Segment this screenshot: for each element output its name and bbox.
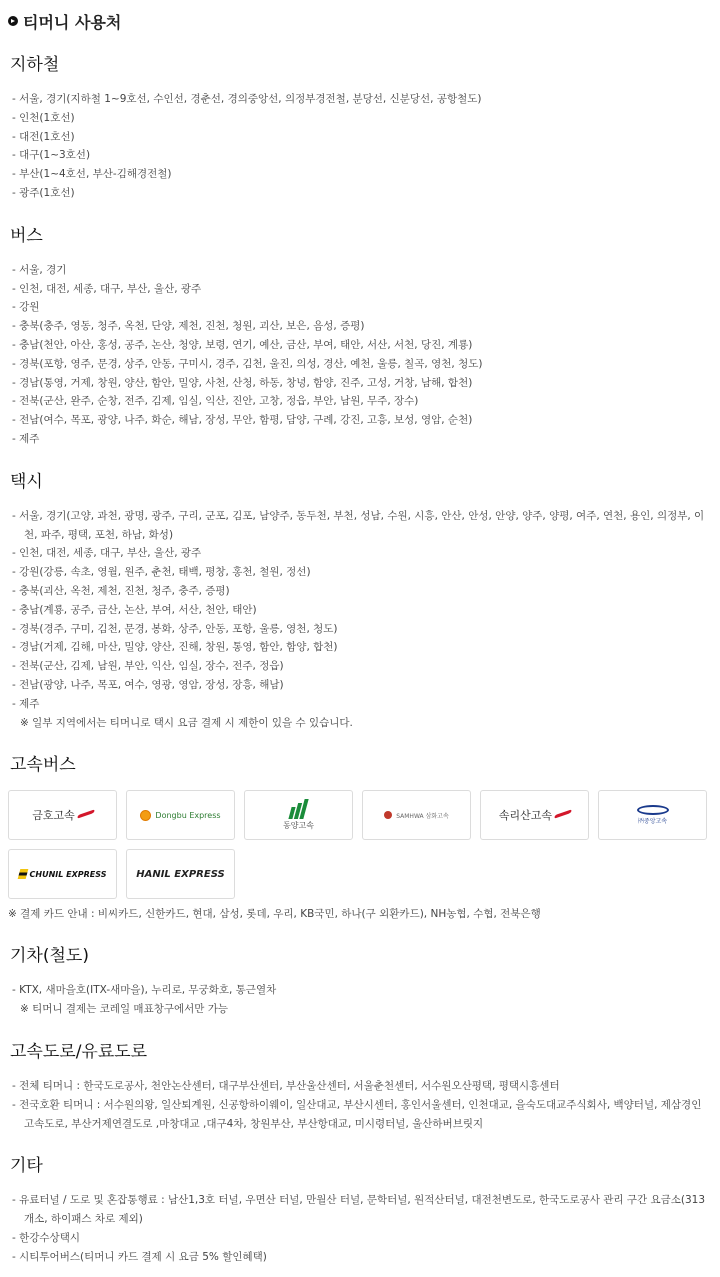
list-item: - 인천(1호선) <box>12 111 75 124</box>
taxi-note: ※ 일부 지역에서는 티머니로 택시 요금 결제 시 제한이 있을 수 있습니다. <box>20 716 353 729</box>
bus-list <box>8 261 710 449</box>
express-bus-heading: 고속버스 <box>10 755 76 776</box>
train-section <box>8 945 710 1019</box>
list-item: - 충남(천안, 아산, 홍성, 공주, 논산, 청양, 보령, 연기, 예산, 금산, 부여, 태안, 서산, 서천, 당진, 계룡) <box>12 338 473 351</box>
list-item: - 전북(군산, 완주, 순창, 전주, 김제, 임실, 익산, 진안, 고창, 정읍, 부안, 남원, 무주, 장수) <box>12 395 419 408</box>
logo-text: SAMHWA 삼화고속 <box>396 812 449 820</box>
logo-chunil[interactable] <box>8 849 117 899</box>
logo-text: Dongbu Express <box>155 810 221 820</box>
train-list <box>8 981 710 1000</box>
logo-samhwa[interactable] <box>362 790 471 840</box>
logo-hanil[interactable] <box>126 849 235 899</box>
list-item: - 충북(충주, 영동, 청주, 옥천, 단양, 제천, 진천, 청원, 괴산, 보은, 음성, 증평) <box>12 320 365 333</box>
list-item: - 강원 <box>12 301 40 314</box>
list-item: - 전남(광양, 나주, 목포, 여수, 영광, 영암, 장성, 장흥, 해남) <box>12 678 284 691</box>
bus-heading: 버스 <box>10 225 43 246</box>
list-item: - 시티투어버스(티머니 카드 결제 시 요금 5% 할인혜택) <box>12 1250 267 1263</box>
emblem-icon <box>637 805 669 815</box>
logo-text: 금호고속 <box>32 809 75 823</box>
list-item: - 부산(1~4호선, 부산-김해경전철) <box>12 168 172 181</box>
bars-icon <box>290 799 306 819</box>
list-item: - 제주 <box>12 432 40 445</box>
list-item: - 충북(괴산, 옥천, 제천, 진천, 청주, 충주, 증평) <box>12 584 230 597</box>
list-item: - 전체 티머니 : 한국도로공사, 천안논산센터, 대구부산센터, 부산울산센터, 서울춘천센터, 서수원오산평택, 평택시흥센터 <box>12 1079 560 1092</box>
express-bus-note: ※ 결제 카드 안내 : 비씨카드, 신한카드, 현대, 삼성, 롯데, 우리, KB국민, 하나(구 외환카드), NH농협, 수협, 전북은행 <box>8 908 541 921</box>
list-item: - 전북(군산, 김제, 남원, 부안, 익산, 임실, 장수, 전주, 정읍) <box>12 660 284 673</box>
logo-dongbu[interactable] <box>126 790 235 840</box>
subway-list <box>8 90 710 203</box>
express-bus-section <box>8 754 710 923</box>
stripe-icon <box>17 869 28 879</box>
list-item: - 서울, 경기(지하철 1~9호선, 수인선, 경춘선, 경의중앙선, 의정부경전철, 분당선, 신분당선, 공항철도) <box>12 93 482 105</box>
logo-text: 동양고속 <box>283 821 314 831</box>
bus-section <box>8 225 710 449</box>
list-item: - 충남(계룡, 공주, 금산, 논산, 부여, 서산, 천안, 태안) <box>12 603 257 616</box>
subway-heading: 지하철 <box>10 55 60 75</box>
list-item: - 광주(1호선) <box>12 186 75 199</box>
taxi-heading: 택시 <box>10 471 43 492</box>
list-item: - 한강수상택시 <box>12 1231 80 1244</box>
list-item: - 경북(포항, 영주, 문경, 상주, 안동, 구미시, 경주, 김천, 울진, 의성, 경산, 예천, 울릉, 칠곡, 영천, 청도) <box>12 357 483 370</box>
list-item: - 유료터널 / 도로 및 혼잡통행료 : 남산1,3호 터널, 우면산 터널, 만월산 터널, 문학터널, 원적산터널, 대전천변도로, 한국도로공사 관리 구간 요금소(313개소, 하이패스 차로 제외) <box>12 1194 706 1226</box>
list-item: - 인천, 대전, 세종, 대구, 부산, 울산, 광주 <box>12 547 202 560</box>
list-item: - KTX, 새마을호(ITX-새마을), 누리로, 무궁화호, 통근열차 <box>12 984 277 997</box>
list-item: - 서울, 경기(고양, 과천, 광명, 광주, 구리, 군포, 김포, 남양주, 동두천, 부천, 성남, 수원, 시흥, 안산, 안성, 안양, 양주, 양평, 여주, 연천, 용인, 의정부, 이천, 파주, 평택, 포천, 하남, 화성) <box>12 509 705 541</box>
circle-arrow-icon <box>8 16 18 26</box>
list-item: - 전국호환 티머니 : 서수원의왕, 일산퇴계원, 신공항하이웨이, 일산대교, 부산시센터, 홍인서울센터, 인천대교, 을숙도대교주식회사, 백양터널, 제삼경인고속도로, 부산거제연결도로 ,마창대교 ,대구4차, 창원부산, 부산항대교, 미시령터널, 울산하버브릿지 <box>12 1098 702 1130</box>
train-heading: 기차(철도) <box>10 946 89 967</box>
etc-list <box>8 1191 710 1266</box>
dot-icon <box>384 811 392 819</box>
list-item: - 대전(1호선) <box>12 130 75 143</box>
subway-section <box>8 54 710 203</box>
logo-joongang[interactable] <box>598 790 707 840</box>
taxi-list <box>8 507 710 714</box>
list-item: - 제주 <box>12 697 40 710</box>
list-item: - 대구(1~3호선) <box>12 149 91 162</box>
logo-kumho[interactable] <box>8 790 117 840</box>
logo-text: HANIL EXPRESS <box>136 868 225 880</box>
highway-heading: 고속도로/유료도로 <box>10 1041 148 1062</box>
sun-icon <box>140 810 151 821</box>
taxi-section <box>8 471 710 733</box>
list-item: - 강원(강릉, 속초, 영월, 원주, 춘천, 태백, 평창, 홍천, 철원, 정선) <box>12 566 311 579</box>
logo-text: CHUNIL EXPRESS <box>29 869 107 879</box>
list-item: - 전남(여수, 목포, 광양, 나주, 화순, 해남, 장성, 무안, 함평, 담양, 구례, 강진, 고흥, 보성, 영암, 순천) <box>12 414 473 427</box>
logo-dongyang[interactable] <box>244 790 353 840</box>
list-item: - 서울, 경기 <box>12 263 67 276</box>
swoosh-icon <box>556 810 570 820</box>
logo-text: 속리산고속 <box>498 809 553 823</box>
etc-heading: 기타 <box>10 1156 43 1177</box>
highway-list <box>8 1077 710 1133</box>
express-bus-logo-grid <box>8 790 710 899</box>
list-item: - 경남(거제, 김해, 마산, 밀양, 양산, 진해, 창원, 통영, 함안, 함양, 합천) <box>12 641 338 654</box>
list-item: - 경남(통영, 거제, 창원, 양산, 함안, 밀양, 사천, 산청, 하동, 창녕, 함양, 진주, 고성, 거창, 남해, 합천) <box>12 376 473 389</box>
swoosh-icon <box>79 810 93 820</box>
list-item: - 인천, 대전, 세종, 대구, 부산, 울산, 광주 <box>12 282 202 295</box>
list-item: - 경북(경주, 구미, 김천, 문경, 봉화, 상주, 안동, 포항, 울릉, 영천, 청도) <box>12 622 338 635</box>
page-title <box>8 10 710 32</box>
logo-text: ㈜중앙고속 <box>637 818 668 826</box>
page-title-text: 티머니 사용처 <box>23 12 122 32</box>
train-note: ※ 티머니 결제는 코레일 매표창구에서만 가능 <box>20 1003 229 1016</box>
etc-section <box>8 1155 710 1266</box>
logo-sorak[interactable] <box>480 790 589 840</box>
highway-section <box>8 1041 710 1133</box>
